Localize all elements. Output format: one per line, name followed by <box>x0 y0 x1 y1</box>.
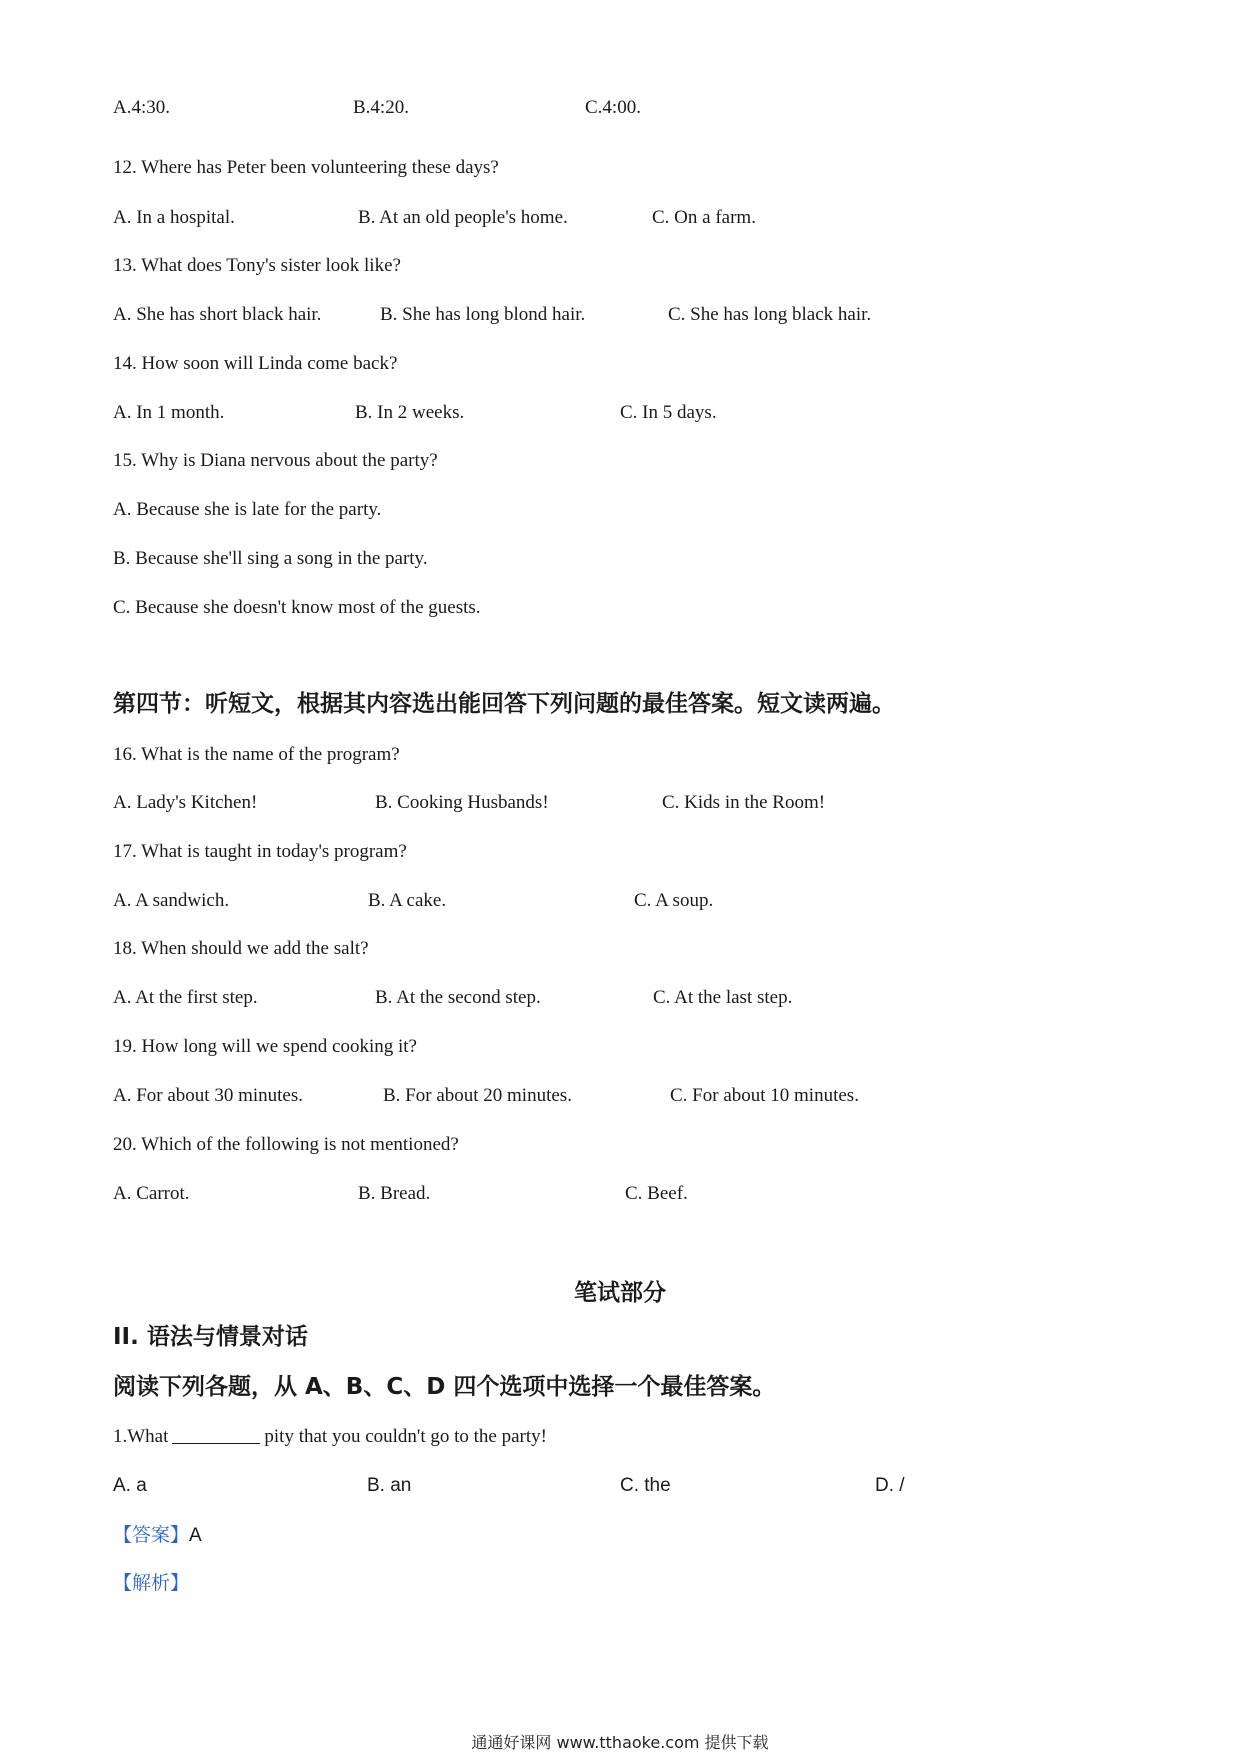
q20-option-b[interactable]: B. Bread. <box>358 1183 431 1204</box>
q18-option-b[interactable]: B. At the second step. <box>375 987 541 1008</box>
q15-option-a[interactable]: A. Because she is late for the party. <box>113 499 382 520</box>
q13-option-c[interactable]: C. She has long black hair. <box>668 304 872 325</box>
q20-option-a[interactable]: A. Carrot. <box>113 1183 190 1204</box>
stem-before-blank: 1.What <box>113 1426 169 1447</box>
q16-option-b[interactable]: B. Cooking Husbands! <box>375 792 549 813</box>
section4-heading: 第四节：听短文，根据其内容选出能回答下列问题的最佳答案。短文读两遍。 <box>113 691 895 717</box>
answer-value: A <box>189 1525 202 1546</box>
q17-option-b[interactable]: B. A cake. <box>368 890 447 911</box>
q16-option-a[interactable]: A. Lady's Kitchen! <box>113 792 258 813</box>
q13-option-b[interactable]: B. She has long blond hair. <box>380 304 586 325</box>
q17-stem: 17. What is taught in today's program? <box>113 841 407 862</box>
written-section-title: 笔试部分 <box>574 1280 666 1306</box>
q15-stem: 15. Why is Diana nervous about the party? <box>113 450 438 471</box>
answer-line <box>113 1523 202 1548</box>
q17-option-c[interactable]: C. A soup. <box>634 890 714 911</box>
q15-option-c[interactable]: C. Because she doesn't know most of the guests. <box>113 597 481 618</box>
q12-option-a[interactable]: A. In a hospital. <box>113 207 235 228</box>
q16-option-c[interactable]: C. Kids in the Room! <box>662 792 826 813</box>
q18-option-c[interactable]: C. At the last step. <box>653 987 793 1008</box>
q12-option-b[interactable]: B. At an old people's home. <box>358 207 568 228</box>
q14-option-c[interactable]: C. In 5 days. <box>620 402 717 423</box>
q19-option-c[interactable]: C. For about 10 minutes. <box>670 1085 859 1106</box>
q20-option-c[interactable]: C. Beef. <box>625 1183 688 1204</box>
grammar-q1-option-d[interactable]: D. / <box>875 1475 905 1496</box>
q17-option-a[interactable]: A. A sandwich. <box>113 890 230 911</box>
grammar-q1-option-b[interactable]: B. an <box>367 1475 412 1496</box>
grammar-q1-option-a[interactable]: A. a <box>113 1475 147 1496</box>
analysis-label: 【解析】 <box>113 1572 190 1594</box>
q11-option-a[interactable]: A.4:30. <box>113 97 170 118</box>
grammar-q1-stem <box>113 1425 547 1449</box>
grammar-q1-option-c[interactable]: C. the <box>620 1475 671 1496</box>
q14-option-b[interactable]: B. In 2 weeks. <box>355 402 465 423</box>
q19-option-a[interactable]: A. For about 30 minutes. <box>113 1085 303 1106</box>
q19-stem: 19. How long will we spend cooking it? <box>113 1036 417 1057</box>
q15-option-b[interactable]: B. Because she'll sing a song in the party. <box>113 548 428 569</box>
q11-option-c[interactable]: C.4:00. <box>585 97 641 118</box>
q18-option-a[interactable]: A. At the first step. <box>113 987 258 1008</box>
q19-option-b[interactable]: B. For about 20 minutes. <box>383 1085 572 1106</box>
q18-stem: 18. When should we add the salt? <box>113 938 369 959</box>
q12-option-c[interactable]: C. On a farm. <box>652 207 756 228</box>
q16-stem: 16. What is the name of the program? <box>113 744 400 765</box>
answer-blank <box>172 1425 260 1444</box>
answer-label: 【答案】 <box>113 1524 190 1546</box>
part2-heading: II. 语法与情景对话 <box>113 1324 308 1350</box>
q13-option-a[interactable]: A. She has short black hair. <box>113 304 322 325</box>
analysis-line <box>113 1571 189 1596</box>
q13-stem: 13. What does Tony's sister look like? <box>113 255 401 276</box>
q14-stem: 14. How soon will Linda come back? <box>113 353 398 374</box>
q14-option-a[interactable]: A. In 1 month. <box>113 402 225 423</box>
part2-instruction: 阅读下列各题，从 A、B、C、D 四个选项中选择一个最佳答案。 <box>113 1374 776 1400</box>
stem-after-blank: pity that you couldn't go to the party! <box>264 1426 547 1447</box>
page-footer: 通通好课网 www.tthaoke.com 提供下载 <box>471 1733 769 1752</box>
q12-stem: 12. Where has Peter been volunteering these days? <box>113 157 499 178</box>
q20-stem: 20. Which of the following is not mentioned? <box>113 1134 459 1155</box>
q11-option-b[interactable]: B.4:20. <box>353 97 409 118</box>
